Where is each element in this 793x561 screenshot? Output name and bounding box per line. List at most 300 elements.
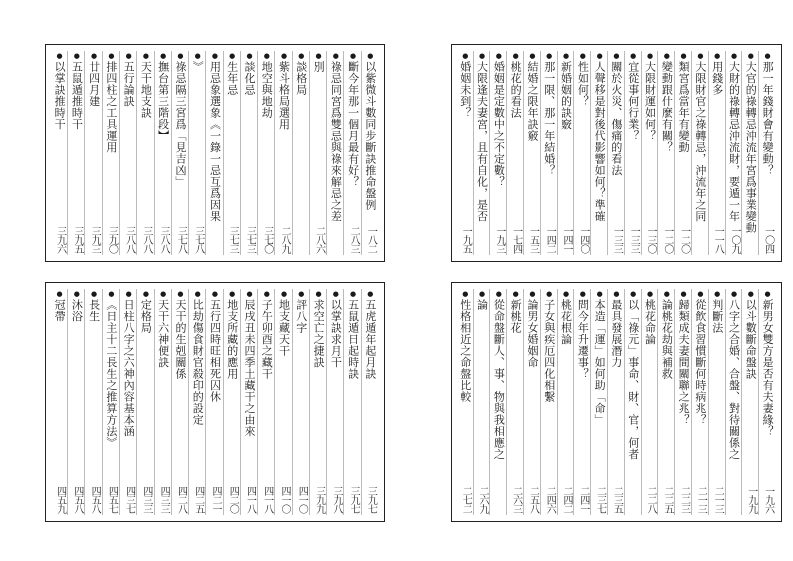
toc-entry: [156, 51, 172, 255]
toc-page-number: 二二五: [661, 486, 673, 513]
toc-title: 》: [191, 61, 205, 73]
toc-title: 判斷法: [710, 299, 724, 334]
bullet-icon: ●: [462, 52, 469, 60]
toc-page-number: 三九三: [89, 226, 101, 253]
toc-page-number: 二一三: [695, 486, 707, 513]
toc-title: 大限財運如何？: [643, 61, 657, 142]
bullet-icon: ●: [142, 290, 149, 298]
toc-page-number: 二六三: [510, 486, 522, 513]
toc-page-number: 三七三: [227, 226, 239, 253]
toc-entry: [328, 51, 344, 255]
bullet-icon: ●: [680, 290, 687, 298]
toc-entry: [508, 51, 524, 255]
bullet-icon: ●: [562, 52, 570, 60]
toc-entry: [225, 289, 241, 515]
toc-entry: [190, 51, 206, 255]
toc-title: 人聲移是對後代影響如何？準確: [593, 61, 607, 222]
toc-page-number: 一五三: [527, 226, 539, 253]
toc-entry: [727, 289, 743, 515]
toc-title: 宜從事何行業？: [626, 61, 640, 142]
toc-title: 性如何？: [576, 61, 590, 107]
toc-page-number: 三七三: [244, 226, 256, 253]
toc-entry: [173, 289, 189, 515]
toc-title: 以掌訣求月干: [329, 299, 343, 368]
bullet-icon: ●: [663, 52, 670, 60]
bullet-icon: ●: [280, 52, 288, 60]
toc-title: 從飲食習慣斷何時病兆？: [693, 299, 707, 426]
right-top-frame: [451, 44, 782, 262]
bullet-icon: ●: [194, 52, 201, 60]
toc-entry: [743, 289, 759, 515]
toc-entry: [207, 289, 223, 515]
toc-entry: [609, 51, 625, 255]
toc-page-number: 四一〇: [279, 486, 291, 513]
toc-title: 最具發展潛力: [609, 299, 623, 368]
toc-title: 生年忌: [225, 61, 239, 96]
bullet-icon: ●: [630, 52, 637, 60]
toc-entry: [121, 51, 137, 255]
toc-title: 沐浴: [70, 299, 84, 322]
toc-entry: [743, 51, 759, 255]
toc-page-number: 一九五: [460, 226, 472, 253]
toc-page-number: 三七〇: [261, 226, 273, 253]
toc-title: 天干的生剋關係: [173, 299, 187, 380]
right-gutter: [451, 262, 782, 282]
toc-page-number: 三七八: [192, 226, 204, 253]
toc-entry: [693, 289, 709, 515]
bullet-icon: ●: [350, 52, 357, 60]
bullet-icon: ●: [714, 290, 721, 298]
bullet-icon: ●: [697, 290, 704, 298]
bullet-icon: ●: [125, 52, 132, 60]
bullet-icon: ●: [280, 290, 288, 298]
toc-title: 別: [312, 61, 326, 73]
toc-title: 天干六神便訣: [156, 299, 170, 368]
toc-page-number: 四二〇: [227, 486, 239, 513]
bullet-icon: ●: [142, 52, 149, 60]
left-bottom-frame: [45, 282, 385, 522]
bullet-icon: ●: [91, 290, 98, 298]
bullet-icon: ●: [177, 52, 184, 60]
toc-title: 結婚之限年訣竅: [525, 61, 539, 142]
bullet-icon: ●: [680, 52, 687, 60]
left-top-frame: [45, 44, 385, 262]
toc-page-number: 三九九: [313, 486, 325, 513]
toc-page-number: 一七四: [510, 226, 522, 253]
toc-title: 婚姻是定數中之不定數？: [492, 61, 506, 188]
toc-title: 論桃花劫與補救: [660, 299, 674, 380]
toc-entry: [242, 51, 258, 255]
toc-entry: [659, 51, 675, 255]
toc-page-number: 一八二: [365, 226, 377, 253]
bullet-icon: ●: [529, 52, 536, 60]
bullet-icon: ●: [160, 290, 167, 298]
bullet-icon: ●: [646, 52, 654, 60]
bullet-icon: ●: [478, 52, 486, 60]
toc-title: 五行四時旺相死囚休: [208, 299, 222, 403]
bullet-icon: ●: [315, 290, 322, 298]
toc-title: 論: [475, 299, 489, 311]
toc-entry: [276, 289, 292, 515]
toc-page-number: 三八八: [158, 226, 170, 253]
bullet-icon: ●: [160, 52, 167, 60]
bullet-icon: ●: [298, 52, 305, 60]
toc-title: 冠帶: [53, 299, 67, 322]
toc-entry: [173, 51, 189, 255]
toc-page-number: 三八八: [140, 226, 152, 253]
bullet-icon: ●: [596, 290, 603, 298]
toc-title: 紫斗格局選用: [277, 61, 291, 130]
toc-title: 用忌象選象《一錄一忌互爲因果: [208, 61, 222, 222]
bullet-icon: ●: [229, 52, 236, 60]
bullet-icon: ●: [747, 290, 754, 298]
bullet-icon: ●: [211, 52, 219, 60]
bullet-icon: ●: [546, 290, 553, 298]
toc-entry: [328, 289, 344, 515]
toc-title: 求空亡之捷訣: [312, 299, 326, 368]
toc-entry: [69, 289, 85, 515]
toc-page-number: 一二〇: [678, 226, 690, 253]
bullet-icon: ●: [91, 52, 98, 60]
toc-page-number: 四二五: [192, 486, 204, 513]
toc-entry: [760, 289, 775, 515]
toc-entry: [86, 289, 102, 515]
toc-entry: [643, 51, 659, 255]
toc-entry: [104, 289, 120, 515]
toc-page-number: 一九六: [762, 486, 774, 513]
toc-title: 比劫傷食財官殺印的設定: [191, 299, 205, 426]
bullet-icon: ●: [125, 290, 132, 298]
bullet-icon: ●: [764, 290, 771, 298]
bullet-icon: ●: [579, 290, 586, 298]
toc-title: 新男女雙方是否有夫妻緣？: [761, 299, 775, 437]
toc-title: 桃花命論: [643, 299, 657, 345]
toc-title: 日柱八字之六神內容基本涵: [122, 299, 136, 437]
toc-entry: [294, 51, 310, 255]
toc-entry: [559, 51, 575, 255]
toc-entry: [475, 51, 491, 255]
toc-page-number: 四三三: [158, 486, 170, 513]
right-page: [451, 44, 782, 522]
toc-page-number: 一三〇: [645, 226, 657, 253]
toc-page-number: 四一八: [261, 486, 273, 513]
toc-title: 評八字: [294, 299, 308, 334]
toc-page-number: 四三三: [140, 486, 152, 513]
toc-title: 子女與疾厄四化相繫: [542, 299, 556, 403]
toc-entry: [242, 289, 258, 515]
toc-page-number: 三九八: [330, 486, 342, 513]
bullet-icon: ●: [56, 52, 63, 60]
toc-entry: [525, 289, 541, 515]
toc-title: 問今年升遷事？: [576, 299, 590, 380]
toc-page-number: 四五八: [71, 486, 83, 513]
toc-entry: [575, 289, 591, 515]
bullet-icon: ●: [714, 52, 721, 60]
bullet-icon: ●: [462, 290, 469, 298]
toc-page-number: 四三七: [123, 486, 135, 513]
toc-entry: [52, 51, 68, 255]
toc-title: 類宮爲當年有變動: [677, 61, 691, 153]
toc-entry: [609, 289, 625, 515]
bullet-icon: ●: [367, 52, 374, 60]
toc-page-number: 二四一: [577, 486, 589, 513]
toc-title: 排四柱之工具運用: [104, 61, 118, 153]
toc-entry: [259, 289, 275, 515]
toc-title: 辰戌丑未四季土藏干之由來: [243, 299, 256, 437]
bullet-icon: ●: [108, 52, 115, 60]
bullet-icon: ●: [298, 290, 305, 298]
toc-title: 新婚姻的訣竅: [559, 61, 573, 130]
toc-page-number: 一九三: [493, 226, 505, 253]
toc-entry: [760, 51, 775, 255]
toc-entry: [458, 51, 474, 255]
bullet-icon: ●: [562, 290, 570, 298]
toc-page-number: 三八八: [123, 226, 135, 253]
toc-title: 用錢多: [710, 61, 724, 96]
toc-title: 地空與地劫: [260, 61, 274, 119]
bullet-icon: ●: [613, 290, 620, 298]
toc-page-number: 一〇四: [762, 226, 774, 253]
toc-title: 大財的祿轉忌沖流財，要遁一年: [727, 61, 741, 222]
toc-page-number: 一一八: [712, 226, 724, 253]
bullet-icon: ●: [332, 52, 339, 60]
toc-title: 撫台第三階段】: [156, 61, 170, 142]
toc-entry: [542, 51, 558, 255]
toc-page-number: 四五七: [106, 486, 118, 513]
toc-page-number: 一二〇: [661, 226, 673, 253]
toc-page-number: 三九五: [71, 226, 83, 253]
toc-title: 那一限、那一年結婚？: [542, 61, 556, 176]
bullet-icon: ●: [646, 290, 654, 298]
toc-page-number: 四二一: [209, 486, 221, 513]
toc-title: 新桃花: [509, 299, 523, 334]
bullet-icon: ●: [194, 290, 201, 298]
toc-entry: [710, 51, 726, 255]
toc-entry: [491, 289, 507, 515]
toc-title: 大限財官之祿轉忌，沖流年之同: [693, 61, 707, 222]
toc-entry: [592, 289, 608, 515]
toc-entry: [727, 51, 743, 255]
toc-title: 五鼠遁推時干: [70, 61, 84, 130]
bullet-icon: ●: [263, 290, 270, 298]
bullet-icon: ●: [546, 52, 553, 60]
toc-title: 性格相近之命盤比較: [458, 299, 472, 403]
toc-title: 以斗數斷命盤訣: [744, 299, 758, 380]
toc-page-number: 一三三: [611, 226, 623, 253]
toc-title: 大限逢夫妻宮，且有自化，是否: [475, 61, 489, 222]
bullet-icon: ●: [764, 52, 771, 60]
bullet-icon: ●: [229, 290, 236, 298]
toc-title: 談格局: [294, 61, 308, 96]
bullet-icon: ●: [579, 52, 586, 60]
toc-page-number: 二一三: [712, 486, 724, 513]
bullet-icon: ●: [367, 290, 374, 298]
toc-page-number: 四五九: [54, 486, 66, 513]
toc-entry: [345, 51, 361, 255]
toc-entry: [491, 51, 507, 255]
toc-entry: [138, 289, 154, 515]
toc-page-number: 一四〇: [577, 226, 589, 253]
bullet-icon: ●: [350, 290, 357, 298]
toc-page-number: 一三三: [628, 226, 640, 253]
toc-entry: [345, 289, 361, 515]
bullet-icon: ●: [495, 290, 502, 298]
toc-title: 婚姻未到？: [458, 61, 472, 119]
bullet-icon: ●: [263, 52, 270, 60]
toc-entry: [190, 289, 206, 515]
bullet-icon: ●: [315, 52, 322, 60]
toc-entry: [69, 51, 85, 255]
toc-page-number: 二八三: [348, 226, 360, 253]
bullet-icon: ●: [246, 52, 253, 60]
toc-page-number: 四一〇: [296, 486, 308, 513]
toc-title: 五行論訣: [122, 61, 136, 107]
bullet-icon: ●: [747, 52, 754, 60]
toc-entry: [311, 289, 327, 515]
toc-entry: [508, 289, 524, 515]
toc-title: 本造「運」如何助「命」: [593, 299, 607, 426]
toc-title: 定格局: [139, 299, 153, 334]
toc-entry: [52, 289, 68, 515]
toc-page-number: 四一八: [244, 486, 256, 513]
toc-page-number: 二八六: [313, 226, 325, 253]
toc-page-number: 一〇九: [729, 226, 740, 253]
toc-title: 子午卯酉之藏干: [260, 299, 274, 380]
toc-title: 變動跟什麼有關？: [660, 61, 674, 153]
left-bottom-columns: [52, 289, 378, 515]
toc-entry: [207, 51, 223, 255]
toc-page-number: 三九七: [365, 486, 377, 513]
toc-entry: [676, 289, 692, 515]
toc-entry: [104, 51, 120, 255]
toc-page-number: 二二八: [645, 486, 657, 513]
toc-page-number: 一四二: [544, 226, 556, 253]
toc-entry: [542, 289, 558, 515]
toc-entry: [363, 289, 378, 515]
bullet-icon: ●: [332, 290, 339, 298]
toc-title: 關於火災、傷痛的看法: [609, 61, 623, 176]
toc-title: 廿四月建: [87, 61, 101, 107]
toc-entry: [294, 289, 310, 515]
toc-title: 桃花的看法: [509, 61, 523, 119]
toc-title: 天干地支訣: [139, 61, 153, 119]
toc-page-number: 二三五: [611, 486, 623, 513]
toc-title: 長生: [87, 299, 101, 322]
toc-entry: [626, 51, 642, 255]
toc-title: 斷今年那一個月最有好？: [346, 61, 360, 188]
toc-entry: [156, 289, 172, 515]
toc-page-number: 三七八: [175, 226, 187, 253]
toc-page-number: 二六九: [477, 486, 489, 513]
bullet-icon: ●: [177, 290, 184, 298]
toc-title: 祿忌同宮爲雙忌與祿來解忌之差: [329, 61, 343, 222]
toc-page-number: 二八九: [279, 226, 291, 253]
bullet-icon: ●: [630, 290, 637, 298]
toc-title: 五虎遁年起月訣: [363, 299, 377, 380]
toc-entry: [138, 51, 154, 255]
right-bottom-columns: [458, 289, 775, 515]
bullet-icon: ●: [56, 290, 63, 298]
toc-entry: [592, 51, 608, 255]
left-top-columns: [52, 51, 378, 255]
toc-entry: [659, 289, 675, 515]
bullet-icon: ●: [108, 290, 115, 298]
toc-title: 談化忌: [243, 61, 256, 96]
toc-entry: [475, 289, 491, 515]
toc-title: 地支所藏的應用: [225, 299, 239, 380]
bullet-icon: ●: [478, 290, 486, 298]
toc-title: 以紫微斗數同步斷訣推命盤例: [363, 61, 377, 211]
bullet-icon: ●: [529, 290, 536, 298]
toc-entry: [458, 289, 474, 515]
toc-page-number: 二四二: [561, 486, 573, 513]
bullet-icon: ●: [730, 52, 738, 60]
toc-page-number: 四五八: [89, 486, 101, 513]
toc-entry: [121, 289, 137, 515]
toc-title: 那一年錢財會有變動？: [761, 61, 775, 176]
bullet-icon: ●: [73, 52, 80, 60]
toc-title: 八字之合婚、合盤、對待關係之: [727, 299, 741, 460]
bullet-icon: ●: [73, 290, 80, 298]
bullet-icon: ●: [730, 290, 738, 298]
toc-title: 以「祿元」事命、財、官，何者: [626, 299, 640, 460]
toc-entry: [575, 51, 591, 255]
toc-entry: [559, 289, 575, 515]
toc-page-number: 一九九: [745, 486, 757, 513]
toc-title: 論男女婚姻命: [525, 299, 539, 368]
toc-entry: [710, 289, 726, 515]
right-bottom-frame: [451, 282, 782, 522]
left-gutter: [45, 262, 385, 282]
toc-entry: [311, 51, 327, 255]
toc-entry: [693, 51, 709, 255]
bullet-icon: ●: [596, 52, 603, 60]
toc-page-number: 二七二: [460, 486, 472, 513]
toc-page-number: 三九〇: [106, 226, 118, 253]
toc-page-number: 二五八: [527, 486, 539, 513]
toc-title: 祿忌隔三宮爲「見吉凶」: [173, 61, 187, 188]
toc-page-number: 一四一: [561, 226, 573, 253]
toc-entry: [643, 289, 659, 515]
toc-page-number: 二四六: [544, 486, 556, 513]
bullet-icon: ●: [211, 290, 219, 298]
toc-page-number: 三九六: [54, 226, 66, 253]
toc-title: 大官的祿轉忌沖流年宮爲事業變動: [744, 61, 758, 234]
toc-title: 《日主十二長生之推算方法》: [104, 299, 118, 449]
toc-title: 桃花根論: [559, 299, 573, 345]
toc-page-number: 二二三: [678, 486, 690, 513]
right-top-columns: [458, 51, 775, 255]
toc-entry: [276, 51, 292, 255]
toc-page-number: 三九七: [348, 486, 360, 513]
toc-entry: [676, 51, 692, 255]
toc-title: 歸類成夫妻間關聯之兆？: [677, 299, 691, 426]
toc-page-number: 四二八: [175, 486, 187, 513]
bullet-icon: ●: [663, 290, 670, 298]
bullet-icon: ●: [246, 290, 253, 298]
toc-title: 以掌訣推時干: [53, 61, 67, 130]
toc-entry: [626, 289, 642, 515]
toc-entry: [86, 51, 102, 255]
bullet-icon: ●: [697, 52, 704, 60]
bullet-icon: ●: [512, 52, 519, 60]
bullet-icon: ●: [613, 52, 620, 60]
left-page: [45, 44, 385, 522]
toc-page-number: 二三七: [594, 486, 606, 513]
toc-entry: [363, 51, 378, 255]
toc-entry: [525, 51, 541, 255]
toc-entry: [259, 51, 275, 255]
